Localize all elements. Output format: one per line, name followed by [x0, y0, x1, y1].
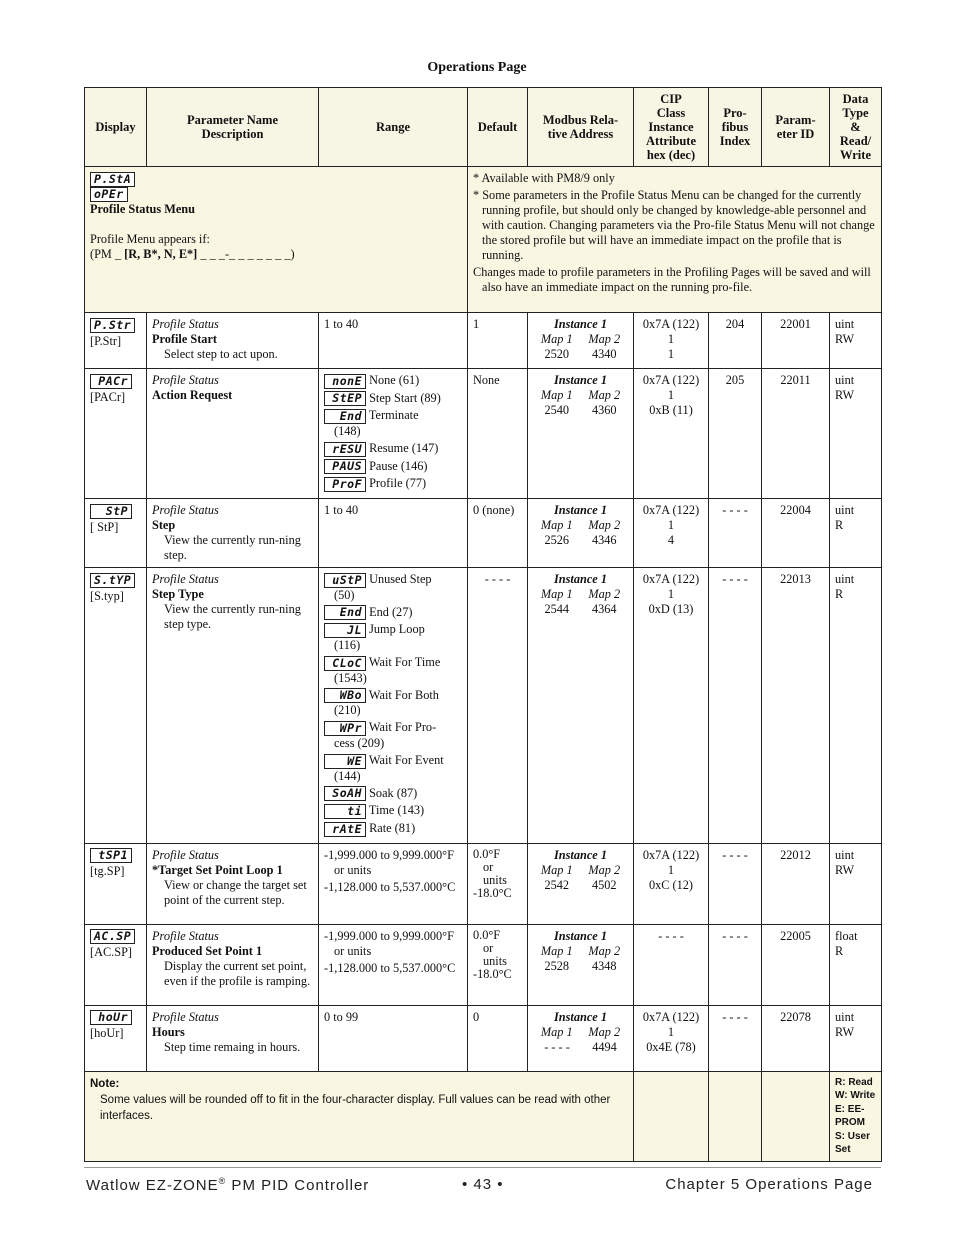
cip-cell: 0x7A (122) 1 1 [634, 313, 709, 369]
table-row [85, 369, 882, 499]
header-data-type: Data Type & Read/ Write [830, 88, 882, 167]
header-modbus: Modbus Rela- tive Address [528, 88, 634, 167]
menu-display-code: oPEr [90, 187, 128, 202]
modbus-cell: Instance 1 Map 1 Map 2 2544 4364 [528, 568, 634, 844]
data-type-cell: uint RW [830, 1005, 882, 1071]
menu-note: Changes made to profile parameters in the Profiling Pages will be saved and will also have an immediate impact on the running pro-file. [473, 265, 871, 294]
footer-product: Watlow EZ-ZONE® PM PID Controller [86, 1176, 370, 1194]
table-header-row [85, 88, 882, 167]
display-code: S.tYP [90, 573, 135, 588]
display-cell: AC.SP [AC.SP] [85, 924, 147, 1005]
data-type-cell: float R [830, 924, 882, 1005]
data-type-cell: uint R [830, 568, 882, 844]
table-row [85, 499, 882, 568]
table-row [85, 1005, 882, 1071]
parameter-id-cell: 22013 [762, 568, 830, 844]
default-cell: 1 [468, 313, 528, 369]
range-cell: -1,999.000 to 9,999.000°F or units -1,128.000 to 5,537.000°C [319, 843, 468, 924]
display-cell: S.tYP [S.typ] [85, 568, 147, 844]
note-label: Note: [90, 1077, 120, 1090]
cip-cell: 0x7A (122) 1 0x4E (78) [634, 1005, 709, 1071]
parameter-id-cell: 22011 [762, 369, 830, 499]
cip-cell: 0x7A (122) 1 0xB (11) [634, 369, 709, 499]
display-code: P.Str [90, 318, 135, 333]
range-cell: uStP Unused Step (50) End End (27) JL Jump Loop (116) CLoC Wait For Time (1543) WBo Wait For Both (210) WPr Wait For Pro- cess (209) WE Wait For Event (144) SoAH Soak (87) ti Time (143) rAtE Rate (81) [319, 568, 468, 844]
display-code: hoUr [90, 1010, 132, 1025]
note-cell [85, 1071, 634, 1161]
parameter-cell: Profile Status Hours Step time remaing in hours. [147, 1005, 319, 1071]
table-row [85, 313, 882, 369]
note-text: Some values will be rounded off to fit in the four-character display. Full values can be read with other interfaces. [100, 1093, 611, 1122]
range-cell: 1 to 40 [319, 313, 468, 369]
menu-note: * Some parameters in the Profile Status Menu can be changed for the currently running profile, but should only be changed by knowledge-able personnel and with caution. Changing parameters via the Pro-file Status Menu will not change the stored profile but will have an immediate impact on the profile that is running. [473, 188, 875, 262]
default-cell: None [468, 369, 528, 499]
operations-table [84, 87, 882, 1162]
display-cell: StP [ StP] [85, 499, 147, 568]
profibus-cell: - - - - [709, 568, 762, 844]
parameter-cell: Profile Status Step Type View the currently run-ning step type. [147, 568, 319, 844]
parameter-id-cell: 22001 [762, 313, 830, 369]
display-code: PACr [90, 374, 132, 389]
display-cell: PACr [PACr] [85, 369, 147, 499]
header-parameter-name: Parameter Name Description [147, 88, 319, 167]
display-cell: tSP1 [tg.SP] [85, 843, 147, 924]
modbus-cell: Instance 1 Map 1 Map 2 2528 4348 [528, 924, 634, 1005]
cip-cell: 0x7A (122) 1 0xD (13) [634, 568, 709, 844]
range-cell: nonE None (61) StEP Step Start (89) End Terminate (148) rESU Resume (147) PAUS Pause (146) ProF Profile (77) [319, 369, 468, 499]
header-range: Range [319, 88, 468, 167]
profibus-cell: - - - - [709, 499, 762, 568]
parameter-id-cell: 22005 [762, 924, 830, 1005]
menu-row [85, 167, 882, 313]
cip-cell: 0x7A (122) 1 0xC (12) [634, 843, 709, 924]
parameter-cell: Profile Status *Target Set Point Loop 1 View or change the target set point of the current step. [147, 843, 319, 924]
display-cell: hoUr [hoUr] [85, 1005, 147, 1071]
rw-legend: R: Read W: Write E: EE- PROM S: User Set [830, 1071, 882, 1161]
range-cell: 1 to 40 [319, 499, 468, 568]
range-cell: 0 to 99 [319, 1005, 468, 1071]
data-type-cell: uint R [830, 499, 882, 568]
parameter-cell: Profile Status Step View the currently run-ning step. [147, 499, 319, 568]
page-title: Operations Page [427, 60, 527, 75]
footer-divider [84, 1167, 881, 1168]
menu-note: * Available with PM8/9 only [473, 171, 615, 185]
default-cell: 0 [468, 1005, 528, 1071]
menu-display-code: P.StA [90, 172, 135, 187]
modbus-cell: Instance 1 Map 1 Map 2 2540 4360 [528, 369, 634, 499]
header-cip: CIP Class Instance Attribute hex (dec) [634, 88, 709, 167]
profibus-cell: - - - - [709, 924, 762, 1005]
parameter-cell: Profile Status Produced Set Point 1 Display the current set point, even if the profile is ramping. [147, 924, 319, 1005]
table-row [85, 568, 882, 844]
page-number: • 43 • [462, 1176, 504, 1193]
cip-cell: - - - - [634, 924, 709, 1005]
profibus-cell: 204 [709, 313, 762, 369]
data-type-cell: uint RW [830, 369, 882, 499]
parameter-id-cell: 22004 [762, 499, 830, 568]
display-code: AC.SP [90, 929, 135, 944]
parameter-id-cell: 22078 [762, 1005, 830, 1071]
header-parameter-id: Param- eter ID [762, 88, 830, 167]
menu-appears-text: Profile Menu appears if: [90, 232, 210, 247]
table-row [85, 924, 882, 1005]
parameter-id-cell: 22012 [762, 843, 830, 924]
menu-condition: (PM _ [R, B*, N, E*] _ _ _-_ _ _ _ _ _ _) [90, 247, 295, 262]
display-cell: P.Str [P.Str] [85, 313, 147, 369]
table-row [85, 843, 882, 924]
header-default: Default [468, 88, 528, 167]
cip-cell: 0x7A (122) 1 4 [634, 499, 709, 568]
note-row [85, 1071, 882, 1161]
modbus-cell: Instance 1 Map 1 Map 2 2526 4346 [528, 499, 634, 568]
header-profibus: Pro- fibus Index [709, 88, 762, 167]
default-cell: - - - - [468, 568, 528, 844]
profibus-cell: - - - - [709, 843, 762, 924]
display-code: StP [90, 504, 132, 519]
menu-description-cell [85, 167, 468, 313]
profibus-cell: 205 [709, 369, 762, 499]
range-cell: -1,999.000 to 9,999.000°F or units -1,128.000 to 5,537.000°C [319, 924, 468, 1005]
default-cell: 0 (none) [468, 499, 528, 568]
parameter-cell: Profile Status Action Request [147, 369, 319, 499]
menu-notes-cell [468, 167, 882, 313]
default-cell: 0.0°F or units -18.0°C [468, 924, 528, 1005]
menu-title: Profile Status Menu [90, 202, 195, 217]
modbus-cell: Instance 1 Map 1 Map 2 2542 4502 [528, 843, 634, 924]
parameter-cell: Profile Status Profile Start Select step to act upon. [147, 313, 319, 369]
modbus-cell: Instance 1 Map 1 Map 2 2520 4340 [528, 313, 634, 369]
modbus-cell: Instance 1 Map 1 Map 2 - - - - 4494 [528, 1005, 634, 1071]
data-type-cell: uint RW [830, 843, 882, 924]
display-code: tSP1 [90, 848, 132, 863]
header-display: Display [85, 88, 147, 167]
default-cell: 0.0°F or units -18.0°C [468, 843, 528, 924]
data-type-cell: uint RW [830, 313, 882, 369]
profibus-cell: - - - - [709, 1005, 762, 1071]
footer-chapter: Chapter 5 Operations Page [665, 1176, 873, 1193]
